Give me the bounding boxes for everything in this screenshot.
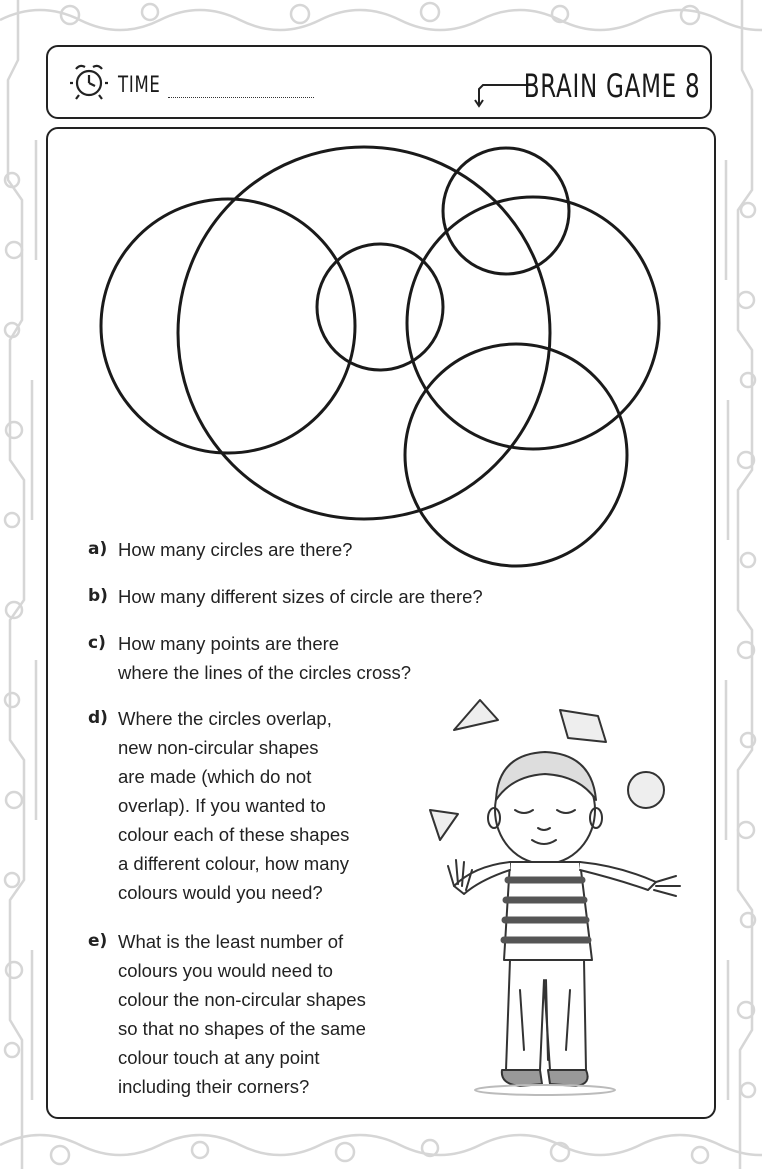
ball-shape [628, 772, 664, 808]
question-d [88, 704, 349, 907]
small-triangle-shape [430, 810, 458, 840]
question-text: How many different sizes of circle are there? [118, 586, 483, 607]
alarm-clock-icon [70, 61, 108, 101]
time-label: TIME [118, 73, 161, 98]
question-a [88, 535, 352, 564]
arrow-down-icon [471, 75, 531, 109]
page-title: BRAIN GAME 8 [523, 67, 700, 105]
juggling-boy-illustration [420, 690, 700, 1100]
question-letter: e) [88, 931, 108, 951]
question-letter: c) [88, 633, 106, 653]
time-entry-line[interactable] [168, 97, 314, 98]
question-text: What is the least number of colours you would need to colour the non-circular shapes so that no shapes of the same colour touch at any point including their corners? [118, 931, 366, 1097]
question-c [88, 629, 411, 687]
question-letter: b) [88, 586, 108, 606]
question-letter: a) [88, 539, 108, 559]
header-bar [46, 45, 712, 119]
question-text: How many circles are there? [118, 539, 353, 560]
question-text: Where the circles overlap, new non-circular shapes are made (which do not overlap). If you wanted to colour each of these shapes a different colour, how many colours would you need? [118, 708, 350, 903]
question-text: How many points are there where the lines of the circles cross? [118, 633, 412, 683]
box-shape [560, 710, 606, 742]
triangle-shape [454, 700, 498, 730]
question-b [88, 582, 483, 611]
question-letter: d) [88, 708, 108, 728]
question-e [88, 927, 366, 1101]
